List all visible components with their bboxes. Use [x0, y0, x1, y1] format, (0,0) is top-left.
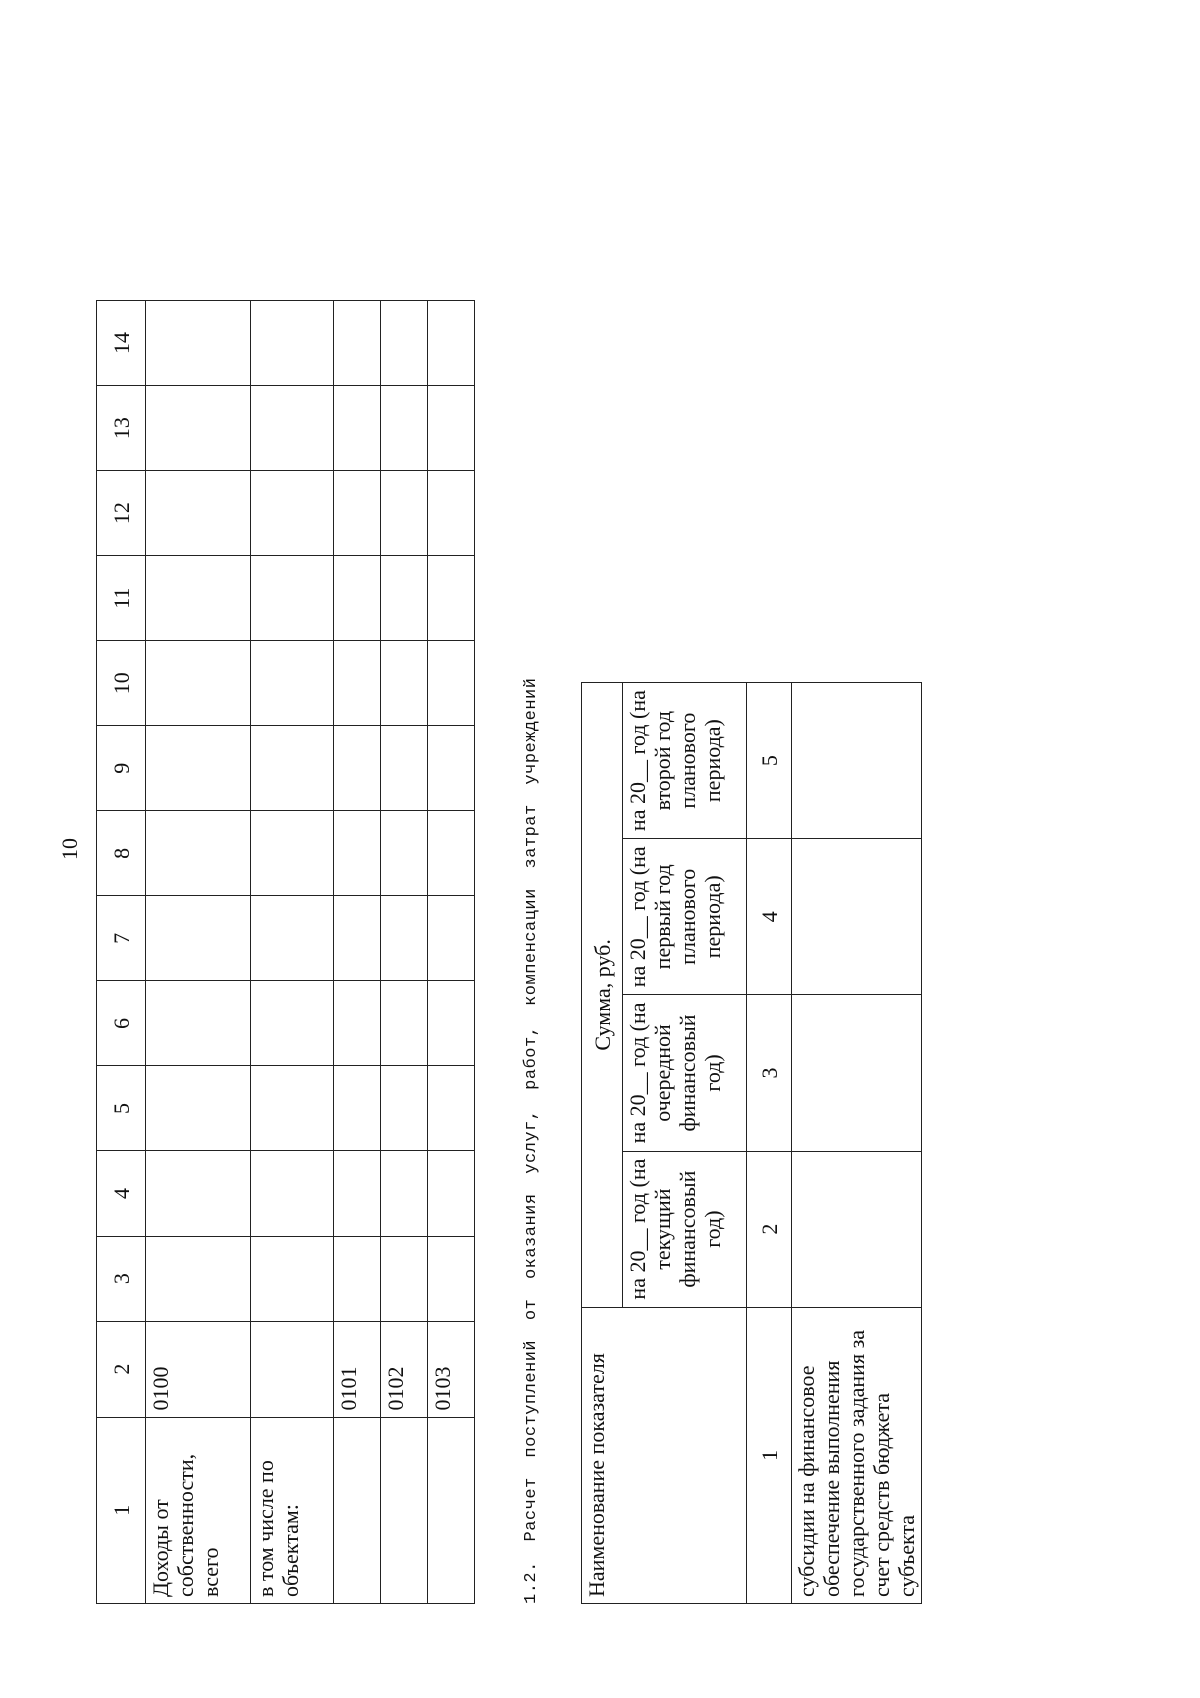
header-cell: 7 [97, 896, 146, 981]
header-cell: 8 [97, 811, 146, 896]
header-cell: 12 [97, 471, 146, 556]
header-cell: 13 [97, 386, 146, 471]
row-name: Доходы от собственности, всего [146, 1417, 251, 1603]
row-label: субсидии на финансовое обеспечение выполнения государственного задания за счет средств бюджета субъекта [792, 1307, 922, 1603]
rotated-content [96, 284, 922, 1604]
table-row [792, 683, 922, 1604]
row-name: в том числе по объектам: [251, 1417, 334, 1603]
services-revenue-table [581, 682, 922, 1604]
row-code: 0101 [334, 1321, 381, 1417]
header-cell: 10 [97, 641, 146, 726]
column-number: 4 [747, 839, 792, 995]
year-header-plan-first: на 20__ год (на первый год планового периода) [623, 839, 747, 995]
column-number: 3 [747, 995, 792, 1151]
page-number: 10 [57, 838, 82, 860]
column-number: 5 [747, 683, 792, 839]
column-number: 2 [747, 1151, 792, 1307]
table-row [251, 301, 334, 1604]
table-row [381, 301, 428, 1604]
row-code [251, 1321, 334, 1417]
section-heading: 1.2. Расчет поступлений от оказания услуг, работ, компенсации затрат учреждений [522, 677, 541, 1604]
year-header-plan-second: на 20__ год (на второй год планового периода) [623, 683, 747, 839]
header-cell: 6 [97, 981, 146, 1066]
sum-header: Сумма, руб. [582, 683, 623, 1308]
year-header-next: на 20__ год (на очередной финансовый год) [623, 995, 747, 1151]
header-cell: 4 [97, 1151, 146, 1236]
row-code: 0100 [146, 1321, 251, 1417]
header-cell: 14 [97, 301, 146, 386]
row-name [334, 1417, 381, 1603]
header-cell: 5 [97, 1066, 146, 1151]
table-row [146, 301, 251, 1604]
row-code: 0103 [428, 1321, 475, 1417]
row-name [381, 1417, 428, 1603]
indicator-name-header: Наименование показателя [582, 1307, 747, 1603]
year-header-current: на 20__ год (на текущий финансовый год) [623, 1151, 747, 1307]
header-cell: 11 [97, 556, 146, 641]
table-header-row [582, 683, 623, 1604]
table-row [428, 301, 475, 1604]
row-name [428, 1417, 475, 1603]
table-row [334, 301, 381, 1604]
column-number: 1 [747, 1307, 792, 1603]
header-cell: 2 [97, 1321, 146, 1417]
header-cell: 1 [97, 1417, 146, 1603]
table-header-row [97, 301, 146, 1604]
column-number-row [747, 683, 792, 1604]
row-code: 0102 [381, 1321, 428, 1417]
header-cell: 9 [97, 726, 146, 811]
header-cell: 3 [97, 1236, 146, 1321]
revenue-table [96, 300, 475, 1604]
